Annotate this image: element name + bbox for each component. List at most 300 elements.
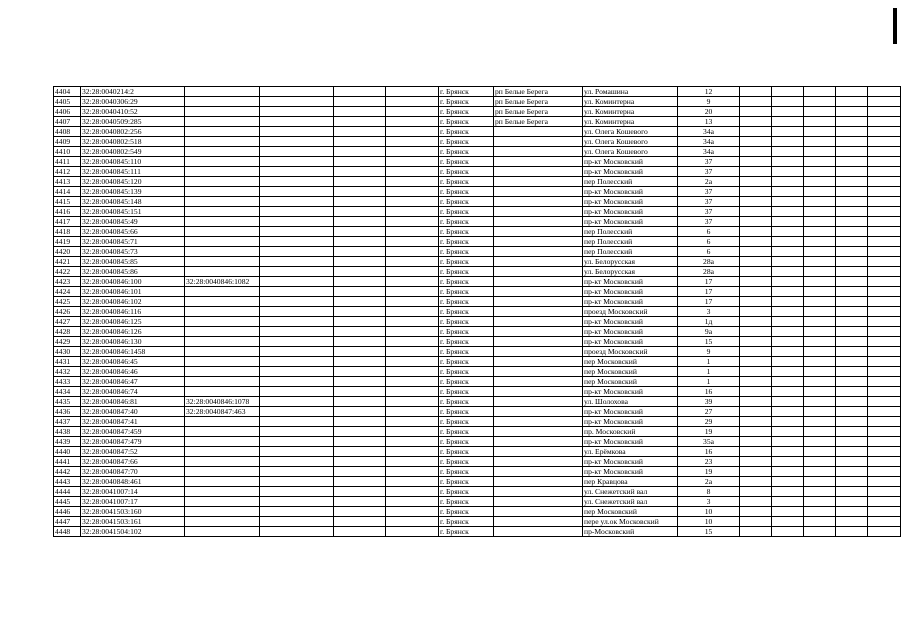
cell-settlement — [494, 517, 583, 527]
cell-ref — [185, 497, 260, 507]
cell-empty — [334, 97, 386, 107]
cell-n: 4447 — [54, 517, 81, 527]
cell-settlement: рп Белые Берега — [494, 87, 583, 97]
cell-ref — [185, 527, 260, 537]
table-row — [54, 217, 901, 227]
cell-empty — [804, 487, 836, 497]
cell-empty — [260, 107, 334, 117]
cell-empty — [334, 157, 386, 167]
cell-settlement — [494, 467, 583, 477]
cell-settlement — [494, 417, 583, 427]
cell-empty — [740, 277, 772, 287]
cell-ref — [185, 237, 260, 247]
cell-empty — [334, 177, 386, 187]
cell-city: г. Брянск — [439, 467, 494, 477]
cell-empty — [260, 447, 334, 457]
cell-empty — [740, 187, 772, 197]
cell-house: 37 — [678, 187, 740, 197]
cell-ref — [185, 207, 260, 217]
cell-empty — [804, 437, 836, 447]
cell-empty — [334, 87, 386, 97]
cell-n: 4441 — [54, 457, 81, 467]
cell-empty — [804, 247, 836, 257]
cell-settlement — [494, 357, 583, 367]
cell-street: пер Полесский — [583, 247, 678, 257]
cell-empty — [740, 267, 772, 277]
cell-empty — [740, 207, 772, 217]
cell-empty — [868, 97, 901, 107]
cell-empty — [836, 277, 868, 287]
cell-empty — [260, 237, 334, 247]
cell-n: 4440 — [54, 447, 81, 457]
cell-settlement — [494, 347, 583, 357]
cell-cad: 32:28:0040214:2 — [81, 87, 185, 97]
cell-empty — [804, 137, 836, 147]
cell-empty — [334, 397, 386, 407]
cell-settlement — [494, 317, 583, 327]
table-row — [54, 247, 901, 257]
cell-empty — [386, 447, 439, 457]
cell-city: г. Брянск — [439, 97, 494, 107]
cell-empty — [772, 237, 804, 247]
cell-house: 1 — [678, 367, 740, 377]
cell-empty — [868, 447, 901, 457]
cell-empty — [334, 107, 386, 117]
cell-empty — [386, 207, 439, 217]
table-row — [54, 187, 901, 197]
cell-empty — [772, 347, 804, 357]
cell-empty — [386, 347, 439, 357]
cell-settlement — [494, 507, 583, 517]
cell-empty — [334, 297, 386, 307]
cell-settlement — [494, 197, 583, 207]
cell-house: 28а — [678, 267, 740, 277]
cell-empty — [740, 327, 772, 337]
cell-street: пр-кт Московский — [583, 197, 678, 207]
cell-empty — [836, 507, 868, 517]
cell-house: 19 — [678, 467, 740, 477]
cell-n: 4428 — [54, 327, 81, 337]
cell-city: г. Брянск — [439, 357, 494, 367]
cell-ref — [185, 177, 260, 187]
cell-house: 20 — [678, 107, 740, 117]
cell-empty — [334, 527, 386, 537]
cell-empty — [334, 337, 386, 347]
cell-empty — [260, 407, 334, 417]
cell-settlement — [494, 287, 583, 297]
cell-house: 3 — [678, 307, 740, 317]
cell-street: пр-кт Московский — [583, 457, 678, 467]
cell-empty — [386, 517, 439, 527]
cell-empty — [868, 507, 901, 517]
table-row — [54, 297, 901, 307]
cell-empty — [836, 477, 868, 487]
cell-empty — [772, 477, 804, 487]
cell-ref — [185, 317, 260, 327]
cell-empty — [868, 137, 901, 147]
cell-ref — [185, 337, 260, 347]
cell-city: г. Брянск — [439, 437, 494, 447]
cell-empty — [740, 507, 772, 517]
table-row — [54, 147, 901, 157]
cell-city: г. Брянск — [439, 267, 494, 277]
cell-house: 27 — [678, 407, 740, 417]
cell-cad: 32:28:0040847:459 — [81, 427, 185, 437]
cell-empty — [386, 487, 439, 497]
cell-settlement — [494, 477, 583, 487]
cell-empty — [804, 507, 836, 517]
cell-empty — [386, 417, 439, 427]
cell-ref: 32:28:0040846:1082 — [185, 277, 260, 287]
cell-ref — [185, 247, 260, 257]
cell-city: г. Брянск — [439, 317, 494, 327]
cell-empty — [868, 397, 901, 407]
cell-empty — [386, 257, 439, 267]
cell-empty — [260, 137, 334, 147]
cell-street: пер Московский — [583, 507, 678, 517]
cell-street: пер Московский — [583, 357, 678, 367]
cell-empty — [386, 227, 439, 237]
cell-empty — [260, 337, 334, 347]
cell-city: г. Брянск — [439, 257, 494, 267]
cell-empty — [740, 487, 772, 497]
cell-empty — [386, 177, 439, 187]
cell-empty — [386, 277, 439, 287]
register-rows — [54, 87, 901, 537]
cell-empty — [868, 317, 901, 327]
cell-settlement — [494, 387, 583, 397]
cell-empty — [868, 467, 901, 477]
cell-settlement — [494, 487, 583, 497]
cell-street: пр-кт Московский — [583, 407, 678, 417]
cell-empty — [772, 257, 804, 267]
cell-ref — [185, 257, 260, 267]
cell-cad: 32:28:0040846:81 — [81, 397, 185, 407]
table-row — [54, 337, 901, 347]
cell-ref — [185, 107, 260, 117]
cell-house: 37 — [678, 207, 740, 217]
cell-street: пер Кравцова — [583, 477, 678, 487]
cell-empty — [804, 377, 836, 387]
cell-empty — [836, 517, 868, 527]
cell-ref — [185, 297, 260, 307]
cell-empty — [334, 137, 386, 147]
table-row — [54, 387, 901, 397]
cell-empty — [836, 377, 868, 387]
cell-empty — [260, 167, 334, 177]
cell-empty — [334, 257, 386, 267]
cell-empty — [868, 157, 901, 167]
cell-street: пр-кт Московский — [583, 207, 678, 217]
table-row — [54, 497, 901, 507]
cell-empty — [386, 237, 439, 247]
cell-empty — [386, 137, 439, 147]
cell-settlement — [494, 187, 583, 197]
cell-empty — [804, 187, 836, 197]
cell-empty — [260, 467, 334, 477]
cell-empty — [804, 167, 836, 177]
cell-empty — [740, 177, 772, 187]
cell-empty — [740, 347, 772, 357]
cell-empty — [868, 357, 901, 367]
cell-empty — [260, 357, 334, 367]
table-row — [54, 237, 901, 247]
cell-empty — [386, 477, 439, 487]
table-row — [54, 257, 901, 267]
cell-house: 6 — [678, 237, 740, 247]
cell-city: г. Брянск — [439, 237, 494, 247]
cell-empty — [260, 217, 334, 227]
cell-empty — [772, 327, 804, 337]
cell-empty — [868, 247, 901, 257]
cell-n: 4420 — [54, 247, 81, 257]
cell-empty — [836, 147, 868, 157]
cell-ref — [185, 467, 260, 477]
corner-mark — [893, 8, 897, 44]
cell-n: 4413 — [54, 177, 81, 187]
cell-empty — [386, 327, 439, 337]
cell-house: 6 — [678, 227, 740, 237]
cell-empty — [740, 387, 772, 397]
cell-city: г. Брянск — [439, 417, 494, 427]
cell-street: пер Полесский — [583, 237, 678, 247]
cell-empty — [772, 447, 804, 457]
cell-empty — [260, 227, 334, 237]
cell-empty — [386, 467, 439, 477]
table-row — [54, 137, 901, 147]
cell-city: г. Брянск — [439, 297, 494, 307]
cell-empty — [772, 407, 804, 417]
cell-empty — [740, 127, 772, 137]
cell-cad: 32:28:0040846:130 — [81, 337, 185, 347]
cell-cad: 32:28:0040846:1458 — [81, 347, 185, 357]
cell-city: г. Брянск — [439, 227, 494, 237]
cell-empty — [740, 407, 772, 417]
cell-city: г. Брянск — [439, 307, 494, 317]
cell-n: 4448 — [54, 527, 81, 537]
cell-empty — [868, 287, 901, 297]
table-row — [54, 267, 901, 277]
cell-empty — [740, 497, 772, 507]
cell-house: 10 — [678, 507, 740, 517]
cell-street: ул. Коминтерна — [583, 107, 678, 117]
cell-settlement — [494, 217, 583, 227]
cell-empty — [260, 257, 334, 267]
cell-n: 4433 — [54, 377, 81, 387]
cell-house: 15 — [678, 527, 740, 537]
cell-empty — [772, 367, 804, 377]
cell-n: 4409 — [54, 137, 81, 147]
cell-empty — [836, 317, 868, 327]
cell-empty — [772, 467, 804, 477]
table-row — [54, 417, 901, 427]
cell-settlement — [494, 337, 583, 347]
cell-empty — [260, 387, 334, 397]
cell-empty — [836, 217, 868, 227]
cell-empty — [386, 437, 439, 447]
cell-empty — [772, 137, 804, 147]
cell-n: 4416 — [54, 207, 81, 217]
cell-empty — [334, 347, 386, 357]
cell-empty — [836, 397, 868, 407]
cell-settlement — [494, 207, 583, 217]
cell-empty — [386, 287, 439, 297]
cell-city: г. Брянск — [439, 387, 494, 397]
cell-city: г. Брянск — [439, 117, 494, 127]
table-row — [54, 157, 901, 167]
cell-empty — [740, 337, 772, 347]
cell-city: г. Брянск — [439, 517, 494, 527]
cell-empty — [334, 247, 386, 257]
cell-ref — [185, 347, 260, 357]
cell-street: пер Московский — [583, 377, 678, 387]
cell-empty — [772, 457, 804, 467]
cell-ref — [185, 447, 260, 457]
cell-street: пр-кт Московский — [583, 467, 678, 477]
cell-ref — [185, 437, 260, 447]
cell-settlement — [494, 167, 583, 177]
table-row — [54, 427, 901, 437]
table-row — [54, 527, 901, 537]
cell-ref — [185, 217, 260, 227]
cell-n: 4437 — [54, 417, 81, 427]
cell-empty — [260, 127, 334, 137]
cell-empty — [260, 87, 334, 97]
cell-empty — [804, 347, 836, 357]
cell-empty — [868, 347, 901, 357]
cell-empty — [386, 407, 439, 417]
cell-empty — [772, 187, 804, 197]
cell-empty — [740, 87, 772, 97]
cell-empty — [740, 307, 772, 317]
cell-cad: 32:28:0040845:111 — [81, 167, 185, 177]
cell-cad: 32:28:0041007:17 — [81, 497, 185, 507]
cell-street: пер Полесский — [583, 227, 678, 237]
cell-n: 4446 — [54, 507, 81, 517]
cell-empty — [868, 367, 901, 377]
cell-empty — [334, 147, 386, 157]
cell-house: 13 — [678, 117, 740, 127]
cell-house: 17 — [678, 297, 740, 307]
cell-empty — [772, 177, 804, 187]
table-row — [54, 437, 901, 447]
cell-empty — [836, 357, 868, 367]
cell-empty — [772, 487, 804, 497]
cell-city: г. Брянск — [439, 167, 494, 177]
cell-empty — [804, 207, 836, 217]
table-row — [54, 367, 901, 377]
cell-street: пр-кт Московский — [583, 167, 678, 177]
cell-empty — [260, 457, 334, 467]
cell-empty — [836, 417, 868, 427]
cell-empty — [804, 447, 836, 457]
cell-empty — [868, 437, 901, 447]
cell-n: 4404 — [54, 87, 81, 97]
cell-empty — [740, 527, 772, 537]
cell-empty — [386, 397, 439, 407]
cell-empty — [740, 167, 772, 177]
cell-empty — [334, 417, 386, 427]
cell-empty — [260, 327, 334, 337]
cell-ref — [185, 287, 260, 297]
table-row — [54, 107, 901, 117]
cell-settlement — [494, 127, 583, 137]
cell-cad: 32:28:0040845:71 — [81, 237, 185, 247]
cell-house: 17 — [678, 277, 740, 287]
cell-empty — [804, 127, 836, 137]
cell-empty — [334, 427, 386, 437]
table-row — [54, 457, 901, 467]
cell-empty — [868, 277, 901, 287]
cell-empty — [260, 377, 334, 387]
cell-empty — [772, 217, 804, 227]
cell-empty — [868, 267, 901, 277]
cell-house: 2а — [678, 177, 740, 187]
cell-cad: 32:28:0040846:102 — [81, 297, 185, 307]
cell-house: 6 — [678, 247, 740, 257]
cell-empty — [804, 307, 836, 317]
cell-empty — [772, 437, 804, 447]
cell-empty — [740, 257, 772, 267]
cell-empty — [804, 387, 836, 397]
cell-empty — [386, 267, 439, 277]
cell-street: ул. Олега Кошевого — [583, 137, 678, 147]
cell-settlement — [494, 327, 583, 337]
cell-ref — [185, 307, 260, 317]
cell-empty — [804, 407, 836, 417]
cell-empty — [740, 437, 772, 447]
cell-empty — [804, 147, 836, 157]
cell-empty — [836, 187, 868, 197]
cell-settlement — [494, 137, 583, 147]
cell-empty — [386, 127, 439, 137]
cell-empty — [836, 197, 868, 207]
cell-house: 16 — [678, 387, 740, 397]
cell-street: пр-кт Московский — [583, 217, 678, 227]
cell-house: 37 — [678, 197, 740, 207]
cell-settlement: рп Белые Берега — [494, 107, 583, 117]
cell-ref — [185, 457, 260, 467]
cell-empty — [260, 197, 334, 207]
cell-house: 16 — [678, 447, 740, 457]
cell-settlement: рп Белые Берега — [494, 117, 583, 127]
cell-empty — [804, 267, 836, 277]
cell-city: г. Брянск — [439, 197, 494, 207]
cell-city: г. Брянск — [439, 377, 494, 387]
cell-empty — [868, 327, 901, 337]
cell-empty — [836, 437, 868, 447]
cell-empty — [804, 297, 836, 307]
cell-house: 28а — [678, 257, 740, 267]
cell-settlement — [494, 367, 583, 377]
cell-empty — [804, 227, 836, 237]
cell-empty — [386, 157, 439, 167]
cell-empty — [804, 467, 836, 477]
table-row — [54, 167, 901, 177]
cell-house: 15 — [678, 337, 740, 347]
table-row — [54, 207, 901, 217]
cell-settlement — [494, 267, 583, 277]
cell-empty — [868, 527, 901, 537]
cell-empty — [260, 147, 334, 157]
cell-empty — [740, 367, 772, 377]
cell-ref — [185, 197, 260, 207]
cell-empty — [804, 317, 836, 327]
cell-empty — [836, 167, 868, 177]
cell-empty — [836, 137, 868, 147]
cell-empty — [740, 227, 772, 237]
cell-empty — [804, 327, 836, 337]
